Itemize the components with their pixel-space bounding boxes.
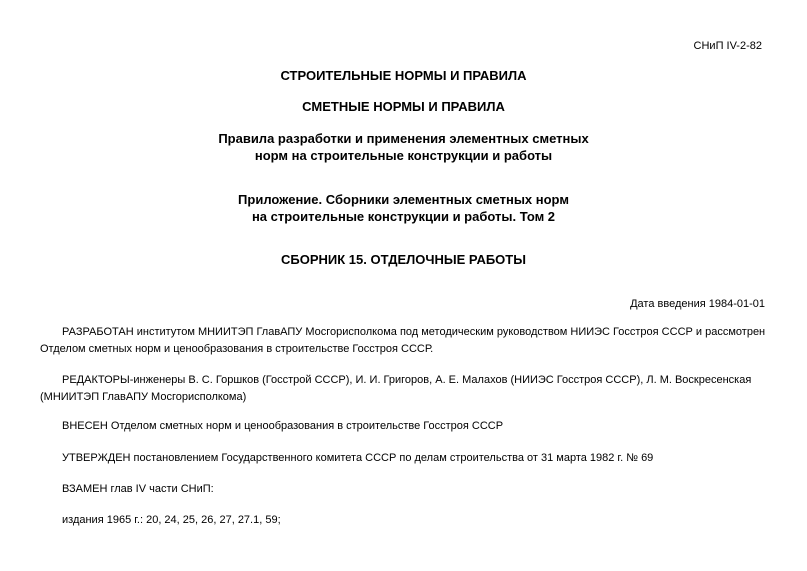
introduced-paragraph: [40, 418, 800, 435]
appendix-title-line-1: Приложение. Сборники элементных сметных норм: [238, 192, 569, 207]
developed-line-1: РАЗРАБОТАН институтом МНИИТЭП ГлавАПУ Мосгорисполкома под методическим руководством НИИЭС Госстроя СССР и рассмотрен: [62, 326, 766, 338]
appendix-title: [0, 191, 807, 225]
introduced-text: ВНЕСЕН Отделом сметных норм и ценообразования в строительстве Госстроя СССР: [62, 420, 504, 432]
intro-date: Дата введения 1984-01-01: [630, 298, 765, 310]
subtitle: СМЕТНЫЕ НОРМЫ И ПРАВИЛА: [302, 99, 505, 114]
editors-paragraph: [40, 372, 800, 406]
appendix-title-line-2: на строительные конструкции и работы. Том 2: [251, 209, 556, 224]
edition-text: издания 1965 г.: 20, 24, 25, 26, 27, 27.1, 59;: [62, 514, 281, 526]
replaces-text: ВЗАМЕН глав IV части СНиП:: [62, 483, 214, 495]
approved-text: УТВЕРЖДЕН постановлением Государственного комитета СССР по делам строительства от 31 марта 1982 г. № 69: [62, 452, 654, 464]
rules-title-line-2: норм на строительные конструкции и работы: [254, 148, 553, 163]
approved-paragraph: [40, 450, 800, 467]
developed-paragraph: [40, 324, 800, 358]
rules-title: [0, 130, 807, 164]
developed-line-2: Отделом сметных норм и ценообразования в строительстве Госстроя СССР.: [40, 343, 434, 355]
rules-title-line-1: Правила разработки и применения элементных сметных: [218, 131, 589, 146]
edition-paragraph: [40, 512, 800, 529]
document-code: СНиП IV-2-82: [693, 40, 762, 52]
editors-line-2: (МНИИТЭП ГлавАПУ Мосгорисполкома): [40, 391, 247, 403]
collection-title: СБОРНИК 15. ОТДЕЛОЧНЫЕ РАБОТЫ: [281, 252, 526, 267]
replaces-paragraph: [40, 481, 800, 498]
editors-line-1: РЕДАКТОРЫ-инженеры В. С. Горшков (Госстрой СССР), И. И. Григоров, А. Е. Малахов (НИИЭС Госстроя СССР), Л. М. Воскресенская: [62, 374, 752, 386]
main-title: СТРОИТЕЛЬНЫЕ НОРМЫ И ПРАВИЛА: [280, 68, 527, 83]
